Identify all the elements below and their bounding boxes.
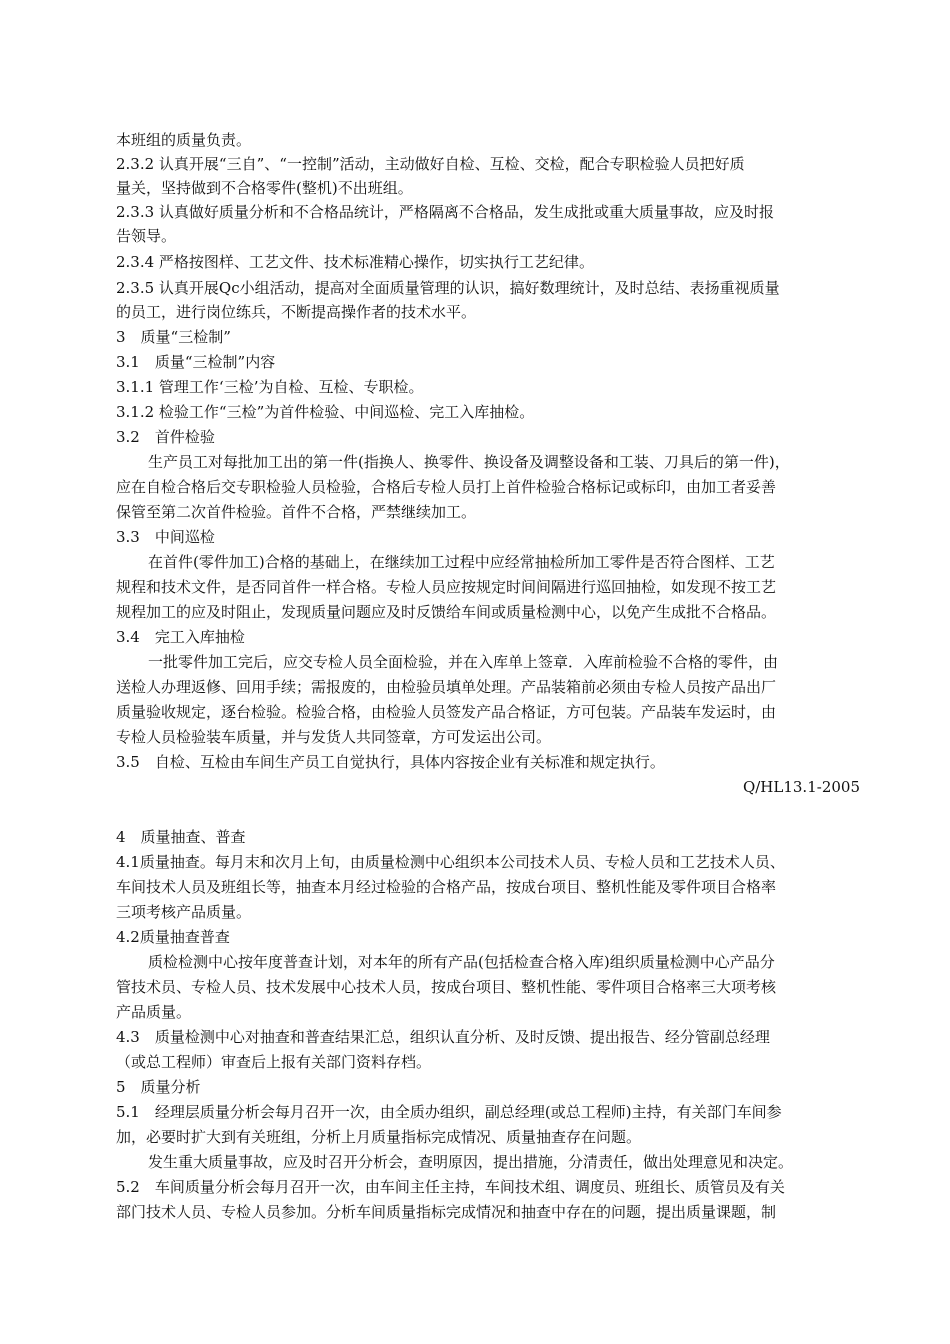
- text-line: 生产员工对每批加工出的第一件(指换人、换零件、换设备及调整设备和工装、刀具后的第一件)，: [148, 453, 790, 471]
- section-heading: 3.4 完工入库抽检: [116, 628, 245, 646]
- text-line: 产品质量。: [116, 1003, 192, 1021]
- text-line: 2.3.5 认真开展Qc小组活动，提高对全面质量管理的认识，搞好数理统计，及时总结、表扬重视质量: [116, 279, 780, 297]
- text-line: 的员工，进行岗位练兵，不断提高操作者的技术水平。: [116, 303, 477, 321]
- section-heading: 3.3 中间巡检: [116, 528, 215, 546]
- text-line: 车间技术人员及班组长等，抽查本月经过检验的合格产品，按成台项目、整机性能及零件项目合格率: [116, 878, 777, 896]
- section-heading: 3.1 质量“三检制”内容: [116, 353, 276, 371]
- text-line: 在首件(零件加工)合格的基础上，在继续加工过程中应经常抽检所加工零件是否符合图样、工艺: [148, 553, 775, 571]
- text-line: 部门技术人员、专检人员参加。分析车间质量指标完成情况和抽查中存在的问题，提出质量课题，制: [116, 1203, 777, 1221]
- section-heading: 3.2 首件检验: [116, 428, 215, 446]
- section-heading: 5 质量分析: [116, 1078, 201, 1096]
- text-line: 4.1质量抽查。每月末和次月上旬，由质量检测中心组织本公司技术人员、专检人员和工艺技术人员、: [116, 853, 785, 871]
- text-line: 2.3.2 认真开展“三自”、“一控制”活动，主动做好自检、互检、交检，配合专职检验人员把好质: [116, 155, 745, 173]
- text-line: 本班组的质量负责。: [116, 131, 252, 149]
- text-line: 加，必要时扩大到有关班组，分析上月质量指标完成情况、质量抽查存在问题。: [116, 1128, 642, 1146]
- text-line: 一批零件加工完后，应交专检人员全面检验，并在入库单上签章．入库前检验不合格的零件，由: [148, 653, 779, 671]
- text-line: 2.3.4 严格按图样、工艺文件、技术标准精心操作，切实执行工艺纪律。: [116, 253, 594, 271]
- text-line: 质检检测中心按年度普查计划，对本年的所有产品(包括检查合格入库)组织质量检测中心产品分: [148, 953, 775, 971]
- text-line: 专检人员检验装车质量，并与发货人共同签章，方可发运出公司。: [116, 728, 552, 746]
- text-line: 2.3.3 认真做好质量分析和不合格品统计，严格隔离不合格品，发生成批或重大质量事故，应及时报: [116, 203, 774, 221]
- document-id: Q/HL13.1-2005: [742, 778, 860, 796]
- text-line: 规程加工的应及时阻止，发现质量问题应及时反馈给车间或质量检测中心，以免产生成批不合格品。: [116, 603, 777, 621]
- text-line: （或总工程师）审查后上报有关部门资料存档。: [116, 1053, 432, 1071]
- section-heading: 4.2质量抽查普查: [116, 928, 230, 946]
- text-line: 3.1.2 检验工作“三检”为首件检验、中间巡检、完工入库抽检。: [116, 403, 535, 421]
- text-line: 5.2 车间质量分析会每月召开一次，由车间主任主持，车间技术组、调度员、班组长、质管员及有关: [116, 1178, 785, 1196]
- text-line: 量关，坚持做到不合格零件(整机)不出班组。: [116, 179, 413, 197]
- text-line: 应在自检合格后交专职检验人员检验，合格后专检人员打上首件检验合格标记或标印，由加工者妥善: [116, 478, 777, 496]
- text-line: 规程和技术文件，是否同首件一样合格。专检人员应按规定时间间隔进行巡回抽检，如发现不按工艺: [116, 578, 777, 596]
- section-heading: 4 质量抽查、普查: [116, 828, 246, 846]
- text-line: 4.3 质量检测中心对抽查和普查结果汇总，组织认直分析、及时反馈、提出报告、经分管副总经理: [116, 1028, 770, 1046]
- text-line: 5.1 经理层质量分析会每月召开一次，由全质办组织，副总经理(或总工程师)主持，有关部门车间参: [116, 1103, 782, 1121]
- text-line: 管技术员、专检人员、技术发展中心技术人员，按成台项目、整机性能、零件项目合格率三大项考核: [116, 978, 777, 996]
- text-line: 三项考核产品质量。: [116, 903, 252, 921]
- text-line: 告领导。: [116, 227, 177, 245]
- text-line: 发生重大质量事故，应及时召开分析会，查明原因，提出措施，分清责任，做出处理意见和决定。: [148, 1153, 794, 1171]
- text-line: 保管至第二次首件检验。首件不合格，严禁继续加工。: [116, 503, 477, 521]
- text-line: 3.5 自检、互检由车间生产员工自觉执行，具体内容按企业有关标准和规定执行。: [116, 753, 665, 771]
- text-line: 3.1.1 管理工作‘三检’为自检、互检、专职检。: [116, 378, 424, 396]
- text-line: 质量验收规定，逐台检验。检验合格，由检验人员签发产品合格证，方可包装。产品装车发运时，由: [116, 703, 777, 721]
- section-heading: 3 质量“三检制”: [116, 328, 231, 346]
- text-line: 送检人办理返修、回用手续；需报废的，由检验员填单处理。产品装箱前必须由专检人员按产品出厂: [116, 678, 777, 696]
